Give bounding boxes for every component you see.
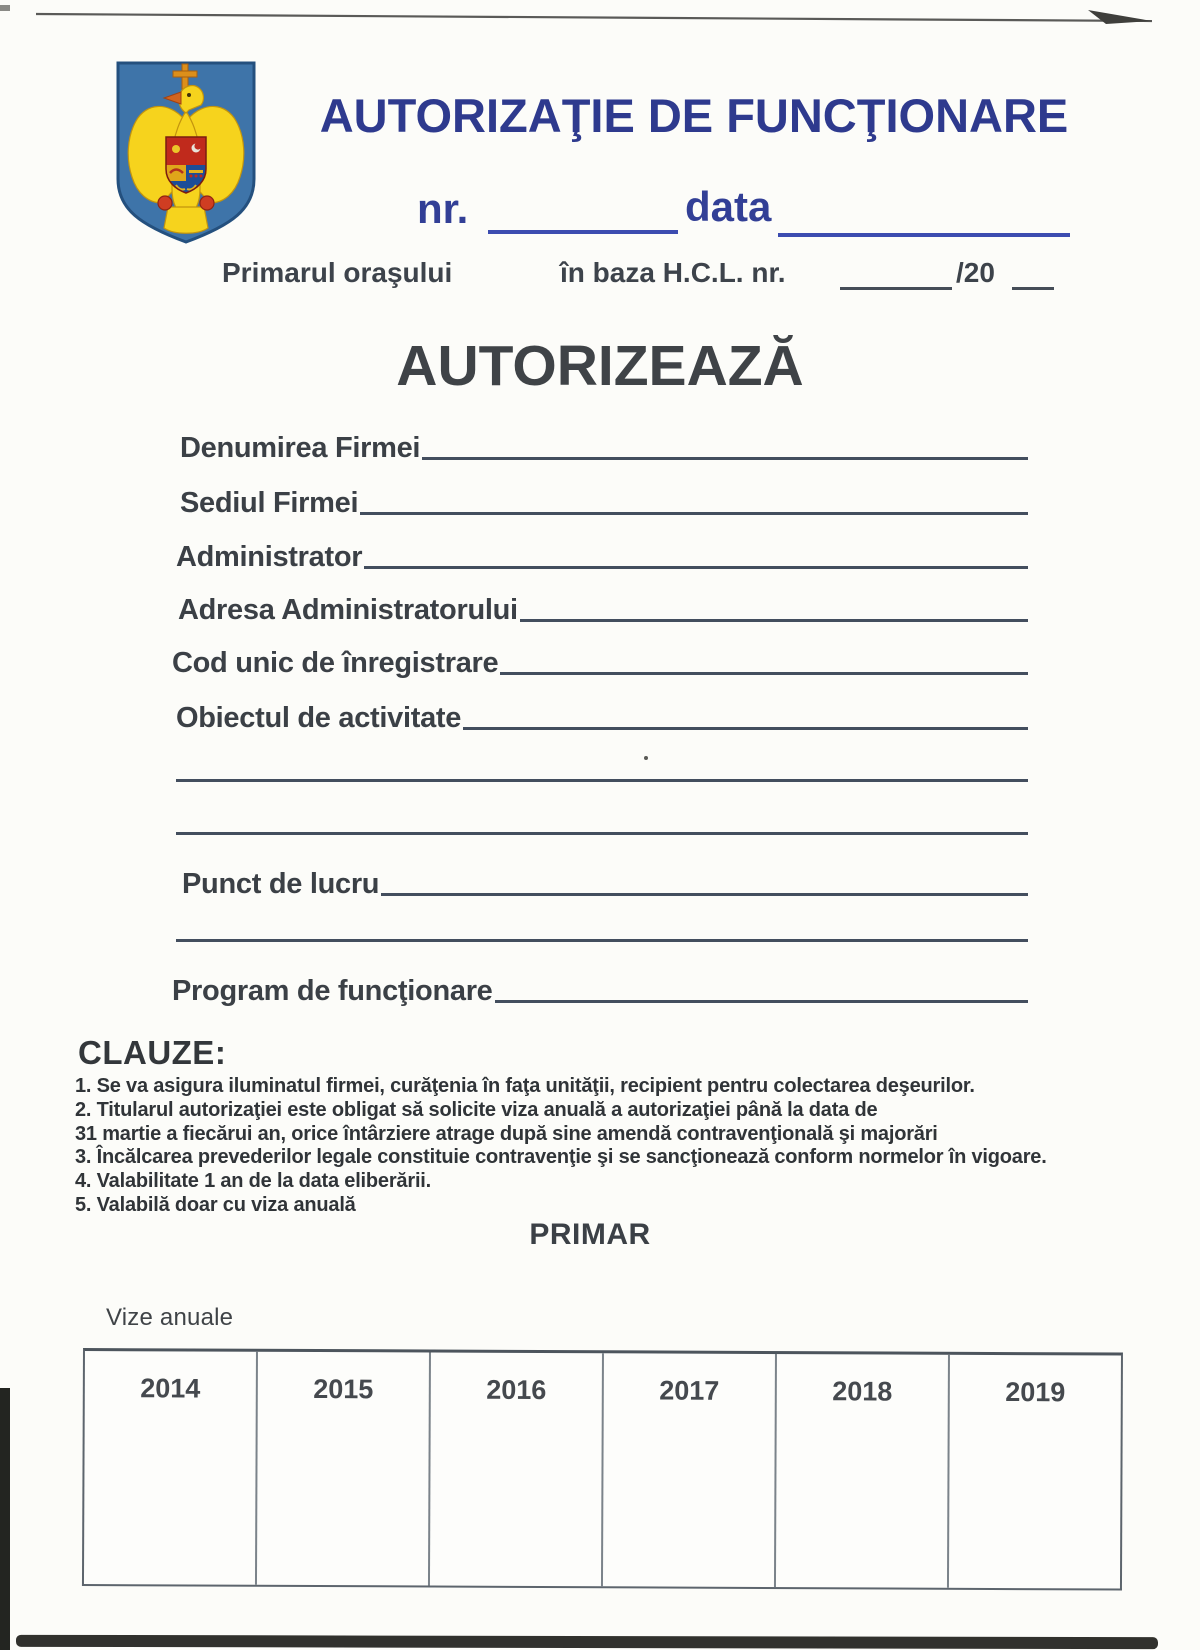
hcl-year-prefix: /20 — [956, 257, 995, 288]
field-denumirea-firmei — [180, 425, 1028, 463]
field-fill-line — [360, 512, 1028, 515]
field-label: Adresa Administratorului — [178, 593, 518, 626]
field-label: Program de funcţionare — [172, 974, 493, 1007]
primar-signature-label: PRIMAR — [529, 1218, 651, 1251]
clause-item: 2. Titularul autorizaţiei este obligat să solicite viza anuală a autorizaţiei până la data de — [75, 1098, 878, 1121]
document-title: AUTORIZAŢIE DE FUNCŢIONARE — [319, 89, 1069, 142]
field-label: Denumirea Firmei — [180, 431, 421, 464]
field-label: Obiectul de activitate — [176, 701, 462, 734]
eagle-talon — [200, 196, 214, 210]
field-fill-line — [422, 457, 1028, 460]
field-punct-de-lucru — [182, 861, 1028, 899]
date-label: data — [685, 183, 772, 230]
hcl-number-line — [840, 287, 952, 290]
clauses-list — [75, 1075, 1145, 1218]
visa-cell-2018 — [776, 1354, 950, 1588]
clause-item: 3. Încălcarea prevederilor legale constituie contravenţie şi se sancţionează conform normelor în vigoare. — [75, 1146, 1047, 1169]
field-obiectul-de-activitate — [176, 695, 1028, 733]
hcl-basis-text: în baza H.C.L. nr. — [560, 257, 786, 288]
field-label: Punct de lucru — [182, 867, 380, 900]
number-label: nr. — [417, 185, 469, 232]
number-fill-line — [488, 230, 678, 234]
visa-table — [82, 1348, 1123, 1591]
romanian-coat-of-arms — [110, 57, 262, 247]
visa-cell-2015 — [257, 1352, 431, 1586]
field-fill-line — [520, 619, 1028, 622]
clause-item: 31 martie a fiecărui an, orice întârziere atrage după sine amendă contravenţională şi majorări — [75, 1122, 938, 1145]
visa-cell-2014 — [84, 1351, 258, 1585]
vize-anuale-label: Vize anuale — [106, 1304, 234, 1331]
clause-item: 1. Se va asigura iluminatul firmei, curăţenia în faţa unităţii, recipient pentru colectarea deşeurilor. — [75, 1075, 975, 1097]
clause-item: 4. Valabilitate 1 an de la data eliberării. — [75, 1170, 432, 1193]
continuation-line — [176, 779, 1028, 782]
continuation-line — [176, 939, 1028, 942]
visa-cell-2016 — [430, 1353, 604, 1587]
visa-year-label: 2019 — [1005, 1377, 1066, 1408]
scan-speck-artifact — [644, 756, 648, 760]
hcl-year-line — [1012, 287, 1054, 290]
field-cod-unic — [172, 640, 1028, 678]
field-sediul-firmei — [180, 480, 1028, 518]
eagle-talon — [158, 196, 172, 210]
authorize-heading: AUTORIZEAZĂ — [396, 334, 804, 398]
visa-cell-2019 — [949, 1355, 1121, 1589]
field-label: Sediul Firmei — [180, 486, 359, 519]
field-fill-line — [495, 1000, 1028, 1003]
field-label: Administrator — [176, 540, 363, 573]
field-adresa-administratorului — [178, 587, 1028, 625]
visa-year-label: 2015 — [313, 1374, 374, 1405]
visa-year-label: 2016 — [486, 1374, 547, 1406]
scan-skew-line-artifact — [0, 0, 1200, 42]
scan-corner-mark-artifact — [0, 5, 10, 11]
visa-year-label: 2017 — [659, 1375, 720, 1406]
visa-year-label: 2014 — [140, 1373, 201, 1404]
scan-left-edge-artifact — [0, 1388, 10, 1650]
issuer-title: Primarul oraşului — [222, 257, 453, 288]
field-administrator — [176, 534, 1028, 572]
visa-cell-2017 — [603, 1353, 777, 1587]
field-label: Cod unic de înregistrare — [172, 646, 499, 679]
clauses-heading: CLAUZE: — [78, 1034, 227, 1071]
date-fill-line — [778, 233, 1070, 237]
field-program-de-functionare — [172, 968, 1028, 1006]
continuation-line — [176, 832, 1028, 835]
field-fill-line — [500, 672, 1028, 675]
field-fill-line — [381, 893, 1028, 896]
scan-bottom-edge-artifact — [16, 1635, 1158, 1649]
field-fill-line — [463, 727, 1028, 730]
clause-item: 5. Valabilă doar cu viza anuală — [75, 1193, 356, 1216]
visa-year-label: 2018 — [832, 1376, 893, 1407]
field-fill-line — [364, 566, 1028, 569]
